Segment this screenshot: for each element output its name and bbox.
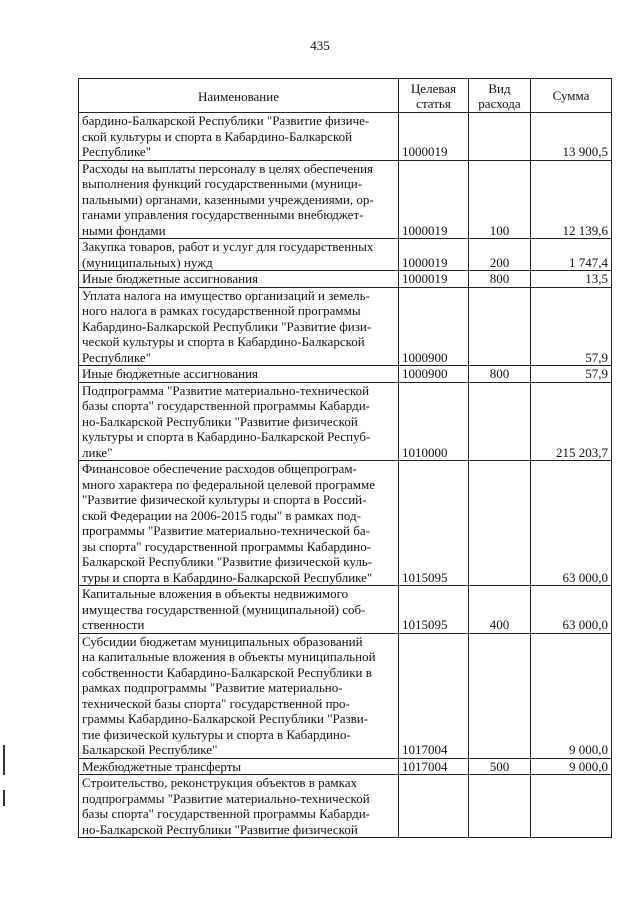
budget-table bbox=[78, 78, 612, 838]
row-name-cell bbox=[79, 287, 399, 366]
margin-mark bbox=[3, 745, 5, 775]
row-name-cell bbox=[79, 461, 399, 586]
header-name: Наименование bbox=[79, 79, 399, 113]
row-target-article: 1010000 bbox=[399, 382, 469, 461]
row-name-line: ными фондами bbox=[82, 222, 166, 238]
row-name-line: Подпрограмма "Развитие материально-технической bbox=[82, 382, 370, 398]
row-target-article: 1000019 bbox=[399, 271, 469, 288]
row-target-article: 1017004 bbox=[399, 758, 469, 775]
row-expense-type bbox=[469, 382, 531, 461]
row-name-line: культуры и спорта в Кабардино-Балкарской Респуб- bbox=[82, 429, 371, 444]
row-name-line: зы спорта" государственной программы Кабардино- bbox=[82, 538, 372, 554]
row-name-line: пальными) органами, казенными учреждениями, ор- bbox=[82, 191, 374, 207]
row-sum: 13 900,5 bbox=[531, 113, 612, 161]
row-name-line: много характера по федеральной целевой программе bbox=[82, 476, 376, 492]
row-sum: 63 000,0 bbox=[531, 586, 612, 634]
table-row bbox=[79, 775, 612, 838]
row-name-line: Расходы на выплаты персоналу в целях обеспечения bbox=[82, 160, 374, 176]
row-target-article: 1000019 bbox=[399, 239, 469, 271]
row-name-line: Закупка товаров, работ и услуг для государственных bbox=[82, 239, 374, 254]
row-name-line: туры и спорта в Кабардино-Балкарской Республике" bbox=[82, 569, 373, 585]
table-row bbox=[79, 633, 612, 758]
row-sum: 12 139,6 bbox=[531, 160, 612, 239]
margin-mark bbox=[3, 790, 5, 806]
row-name-line: но-Балкарской Республики "Развитие физической bbox=[82, 413, 358, 429]
row-name-line: ственности bbox=[82, 617, 145, 632]
row-sum: 57,9 bbox=[531, 287, 612, 366]
row-name-cell bbox=[79, 633, 399, 758]
row-name-line: выполнения функций государственными (муници- bbox=[82, 176, 363, 191]
table-row bbox=[79, 758, 612, 775]
row-name-line: ного налога в рамках государственной программы bbox=[82, 303, 361, 318]
row-sum: 63 000,0 bbox=[531, 461, 612, 586]
row-name-cell bbox=[79, 366, 399, 383]
row-name-cell bbox=[79, 271, 399, 288]
row-sum: 9 000,0 bbox=[531, 758, 612, 775]
row-sum: 1 747,4 bbox=[531, 239, 612, 271]
header-sum: Сумма bbox=[531, 79, 612, 113]
row-expense-type: 400 bbox=[469, 586, 531, 634]
table-row bbox=[79, 271, 612, 288]
table-row bbox=[79, 113, 612, 161]
row-target-article bbox=[399, 775, 469, 838]
row-target-article: 1000900 bbox=[399, 366, 469, 383]
table-row bbox=[79, 586, 612, 634]
row-name-cell bbox=[79, 382, 399, 461]
header-target-article bbox=[399, 79, 469, 113]
row-expense-type bbox=[469, 775, 531, 838]
row-name-line: Республике" bbox=[82, 144, 152, 159]
row-name-cell bbox=[79, 239, 399, 271]
row-name-line: граммы Кабардино-Балкарской Республики "Разви- bbox=[82, 711, 369, 726]
header-expense-type-line-1: Вид bbox=[488, 80, 511, 96]
row-name-line: Иные бюджетные ассигнования bbox=[82, 271, 259, 286]
row-expense-type bbox=[469, 633, 531, 758]
row-name-cell bbox=[79, 113, 399, 161]
row-expense-type: 500 bbox=[469, 758, 531, 775]
table-row bbox=[79, 366, 612, 383]
row-name-cell bbox=[79, 160, 399, 239]
row-expense-type bbox=[469, 461, 531, 586]
row-name-line: ческой культуры и спорта в Кабардино-Балкарской bbox=[82, 334, 365, 349]
row-name-line: Балкарской Республики "Развитие физической куль- bbox=[82, 554, 373, 569]
table-row bbox=[79, 287, 612, 366]
row-sum: 57,9 bbox=[531, 366, 612, 383]
row-name-line: подпрограммы "Развитие материально-технической bbox=[82, 790, 370, 806]
row-sum: 13,5 bbox=[531, 271, 612, 288]
row-target-article: 1000900 bbox=[399, 287, 469, 366]
row-name-line: на капитальные вложения в объекты муниципальной bbox=[82, 649, 376, 664]
page-number: 435 bbox=[310, 38, 330, 53]
row-name-line: рамках подпрограммы "Развитие материально- bbox=[82, 680, 343, 695]
table-row bbox=[79, 239, 612, 271]
row-name-line: Субсидии бюджетам муниципальных образований bbox=[82, 633, 363, 649]
row-name-cell bbox=[79, 758, 399, 775]
row-name-line: ской Федерации на 2006-2015 годы" в рамках под- bbox=[82, 507, 361, 523]
row-sum: 9 000,0 bbox=[531, 633, 612, 758]
table-row bbox=[79, 382, 612, 461]
row-name-line: Уплата налога на имущество организаций и земель- bbox=[82, 287, 370, 303]
row-name-cell bbox=[79, 775, 399, 838]
row-target-article: 1015095 bbox=[399, 586, 469, 634]
row-name-line: Межбюджетные трансферты bbox=[82, 758, 242, 774]
row-name-line: имущества государственной (муниципальной) соб- bbox=[82, 601, 366, 617]
row-name-line: Капитальные вложения в объекты недвижимого bbox=[82, 586, 349, 601]
row-name-line: (муниципальных) нужд bbox=[82, 254, 213, 270]
row-expense-type bbox=[469, 287, 531, 366]
row-name-line: базы спорта" государственной программы Кабарди- bbox=[82, 806, 371, 821]
table-row bbox=[79, 160, 612, 239]
header-expense-type-line-2: расхода bbox=[478, 95, 521, 111]
row-name-line: собственности Кабардино-Балкарской Республики в bbox=[82, 664, 372, 680]
row-target-article: 1000019 bbox=[399, 113, 469, 161]
row-name-line: Республике" bbox=[82, 349, 152, 365]
row-name-line: "Развитие физической культуры и спорта в Россий- bbox=[82, 492, 367, 507]
row-expense-type: 200 bbox=[469, 239, 531, 271]
table-row bbox=[79, 461, 612, 586]
row-name-line: лике" bbox=[82, 444, 113, 460]
header-target-article-line-1: Целевая bbox=[410, 80, 457, 96]
row-name-line: ской культуры и спорта в Кабардино-Балкарской bbox=[82, 128, 353, 144]
row-name-cell bbox=[79, 586, 399, 634]
row-name-line: но-Балкарской Республики "Развитие физической bbox=[82, 821, 358, 837]
row-name-line: Финансовое обеспечение расходов общепрограм- bbox=[82, 461, 357, 476]
row-name-line: бардино-Балкарской Республики "Развитие физиче- bbox=[82, 113, 370, 128]
row-name-line: Кабардино-Балкарской Республики "Развитие физи- bbox=[82, 318, 372, 334]
row-name-line: ганами управления государственными внебюджет- bbox=[82, 207, 364, 222]
row-sum bbox=[531, 775, 612, 838]
row-target-article: 1017004 bbox=[399, 633, 469, 758]
row-expense-type bbox=[469, 113, 531, 161]
row-name-line: технической базы спорта" государственной про- bbox=[82, 695, 350, 711]
header-expense-type bbox=[469, 79, 531, 113]
row-expense-type: 800 bbox=[469, 271, 531, 288]
row-name-line: базы спорта" государственной программы Кабарди- bbox=[82, 398, 371, 413]
row-target-article: 1015095 bbox=[399, 461, 469, 586]
row-name-line: программы "Развитие материально-технической ба- bbox=[82, 523, 370, 538]
row-expense-type: 100 bbox=[469, 160, 531, 239]
row-name-line: тие физической культуры и спорта в Кабардино- bbox=[82, 726, 351, 742]
row-sum: 215 203,7 bbox=[531, 382, 612, 461]
table-header-row bbox=[79, 79, 612, 113]
table-body bbox=[79, 113, 612, 838]
header-target-article-line-2: статья bbox=[416, 95, 451, 111]
row-target-article: 1000019 bbox=[399, 160, 469, 239]
row-name-line: Иные бюджетные ассигнования bbox=[82, 366, 259, 381]
row-name-line: Строительство, реконструкция объектов в рамках bbox=[82, 775, 358, 790]
row-expense-type: 800 bbox=[469, 366, 531, 383]
row-name-line: Балкарской Республике" bbox=[82, 742, 218, 757]
